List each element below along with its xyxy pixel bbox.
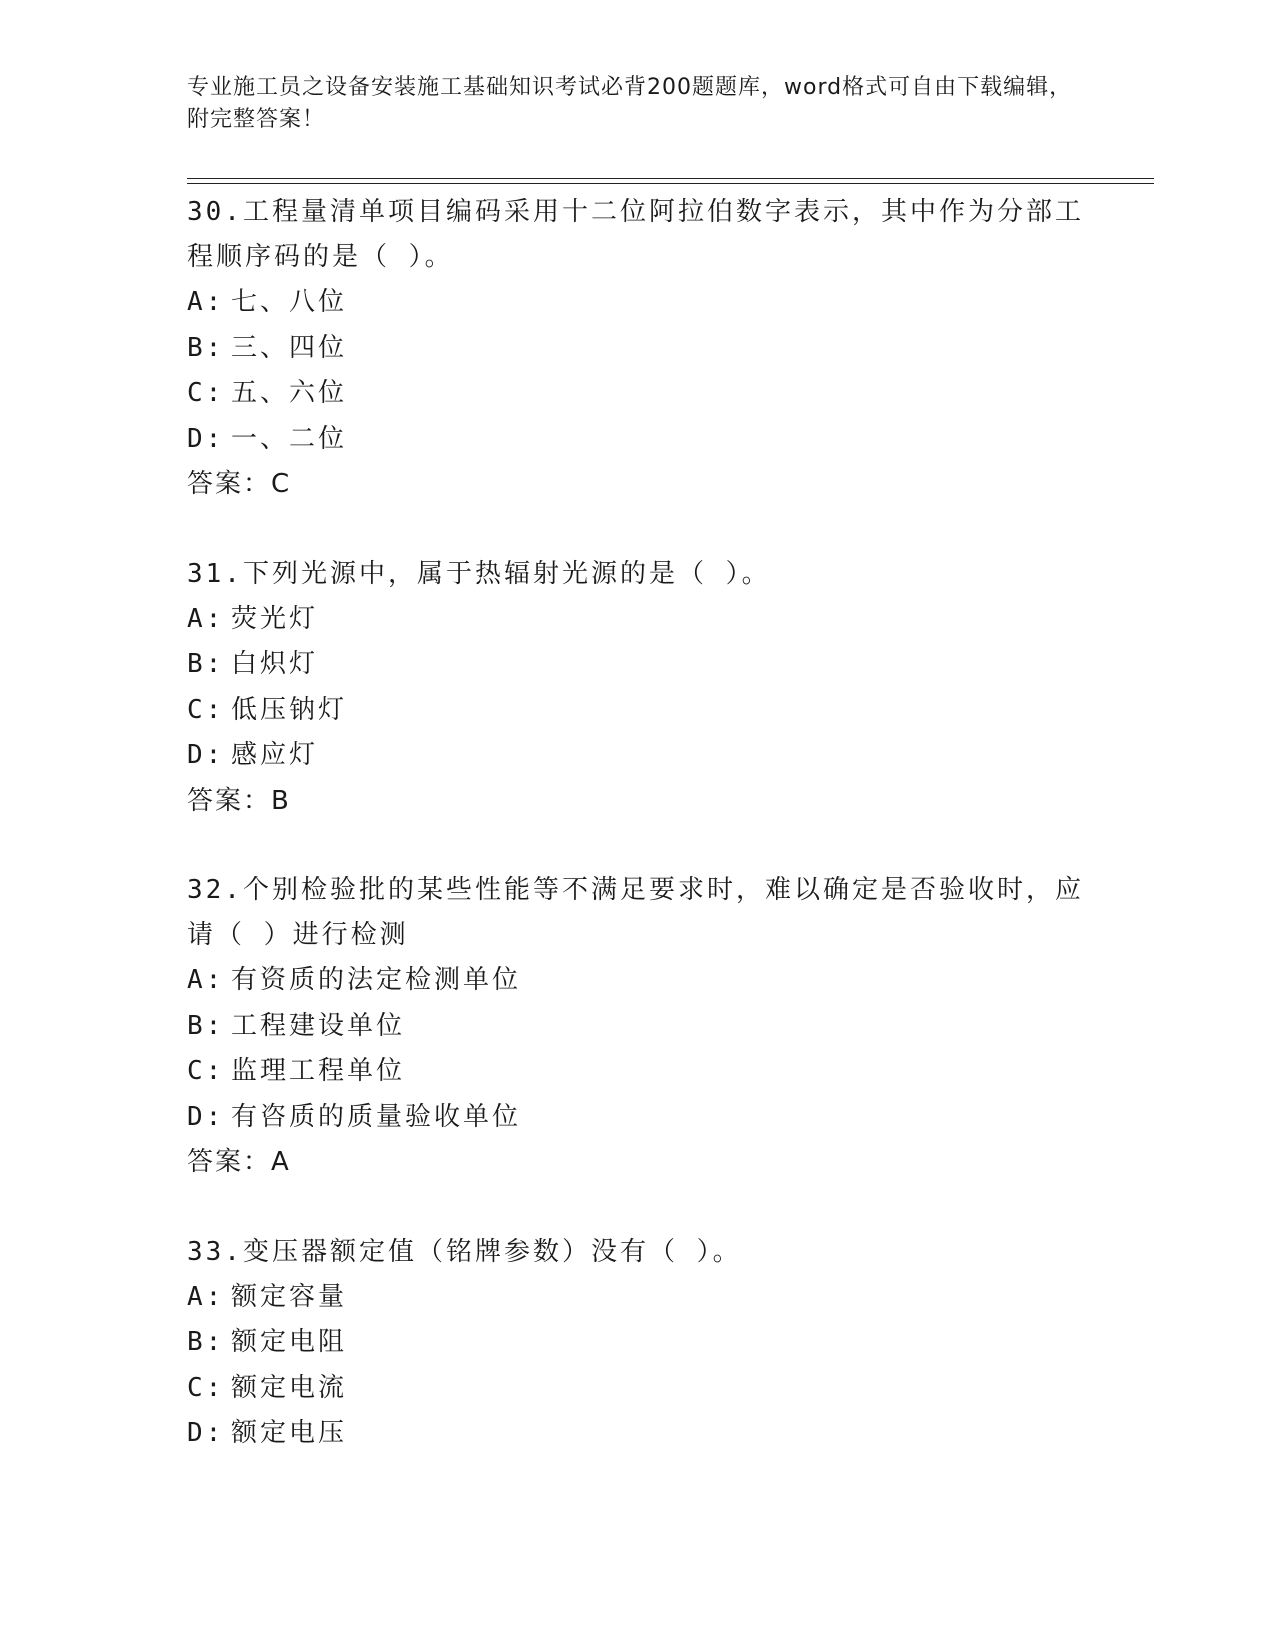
option-key: A: xyxy=(187,965,225,995)
header-divider-bottom xyxy=(187,183,1154,184)
option-text: 七、八位 xyxy=(231,287,348,317)
option-text: 监理工程单位 xyxy=(231,1056,406,1086)
option-text: 有咨质的质量验收单位 xyxy=(231,1101,522,1132)
option-key: A: xyxy=(187,287,225,317)
option-key: A: xyxy=(187,1281,225,1312)
option-key: B: xyxy=(187,649,225,679)
answer: 答案：C xyxy=(187,469,292,499)
question-text: 32.个别检验批的某些性能等不满足要求时，难以确定是否验收时，应请（ ）进行检测 xyxy=(187,875,1084,950)
option-key: C: xyxy=(187,1056,225,1086)
option-d xyxy=(187,1411,1087,1457)
option-text: 五、六位 xyxy=(231,378,348,408)
option-d xyxy=(187,733,1087,779)
option-key: C: xyxy=(187,378,225,408)
option-text: 荧光灯 xyxy=(231,603,319,634)
question-31 xyxy=(187,552,1087,825)
option-key: D: xyxy=(187,1101,225,1132)
document-header xyxy=(187,72,1087,136)
question-30 xyxy=(187,190,1087,508)
question-text: 30.工程量清单项目编码采用十二位阿拉伯数字表示，其中作为分部工程顺序码的是（ ）。 xyxy=(187,197,1084,272)
option-text: 工程建设单位 xyxy=(231,1010,406,1041)
option-text: 额定电阻 xyxy=(231,1327,348,1357)
option-c xyxy=(187,371,1087,417)
option-c xyxy=(187,688,1087,734)
option-key: B: xyxy=(187,332,225,363)
answer: 答案：B xyxy=(187,785,291,816)
option-text: 额定电流 xyxy=(231,1372,348,1403)
option-key: B: xyxy=(187,1327,225,1357)
option-text: 感应灯 xyxy=(231,740,319,770)
question-list xyxy=(187,190,1087,1501)
option-a xyxy=(187,1275,1087,1321)
option-key: D: xyxy=(187,740,225,770)
option-c xyxy=(187,1049,1087,1095)
option-key: A: xyxy=(187,603,225,634)
option-text: 额定容量 xyxy=(231,1281,348,1312)
option-key: C: xyxy=(187,1372,225,1403)
option-a xyxy=(187,958,1087,1004)
document-title: 专业施工员之设备安装施工基础知识考试必背200题题库，word格式可自由下载编辑，附完整答案！ xyxy=(187,75,1073,132)
option-text: 额定电压 xyxy=(231,1418,348,1448)
option-text: 一、二位 xyxy=(231,423,348,454)
question-text: 33.变压器额定值（铭牌参数）没有（ ）。 xyxy=(187,1236,742,1267)
option-text: 白炽灯 xyxy=(231,649,319,679)
option-key: D: xyxy=(187,423,225,454)
option-b xyxy=(187,1320,1087,1366)
option-d xyxy=(187,417,1087,463)
option-key: B: xyxy=(187,1010,225,1041)
question-33 xyxy=(187,1230,1087,1457)
option-b xyxy=(187,1004,1087,1050)
question-32 xyxy=(187,868,1087,1186)
header-divider-top xyxy=(187,178,1154,179)
option-b xyxy=(187,642,1087,688)
option-b xyxy=(187,326,1087,372)
question-text: 31.下列光源中，属于热辐射光源的是（ ）。 xyxy=(187,558,771,589)
option-a xyxy=(187,597,1087,643)
option-key: D: xyxy=(187,1418,225,1448)
option-c xyxy=(187,1366,1087,1412)
option-text: 三、四位 xyxy=(231,332,348,363)
option-key: C: xyxy=(187,694,225,725)
answer: 答案：A xyxy=(187,1147,291,1177)
option-d xyxy=(187,1095,1087,1141)
option-a xyxy=(187,280,1087,326)
option-text: 有资质的法定检测单位 xyxy=(231,965,522,995)
option-text: 低压钠灯 xyxy=(231,694,348,725)
